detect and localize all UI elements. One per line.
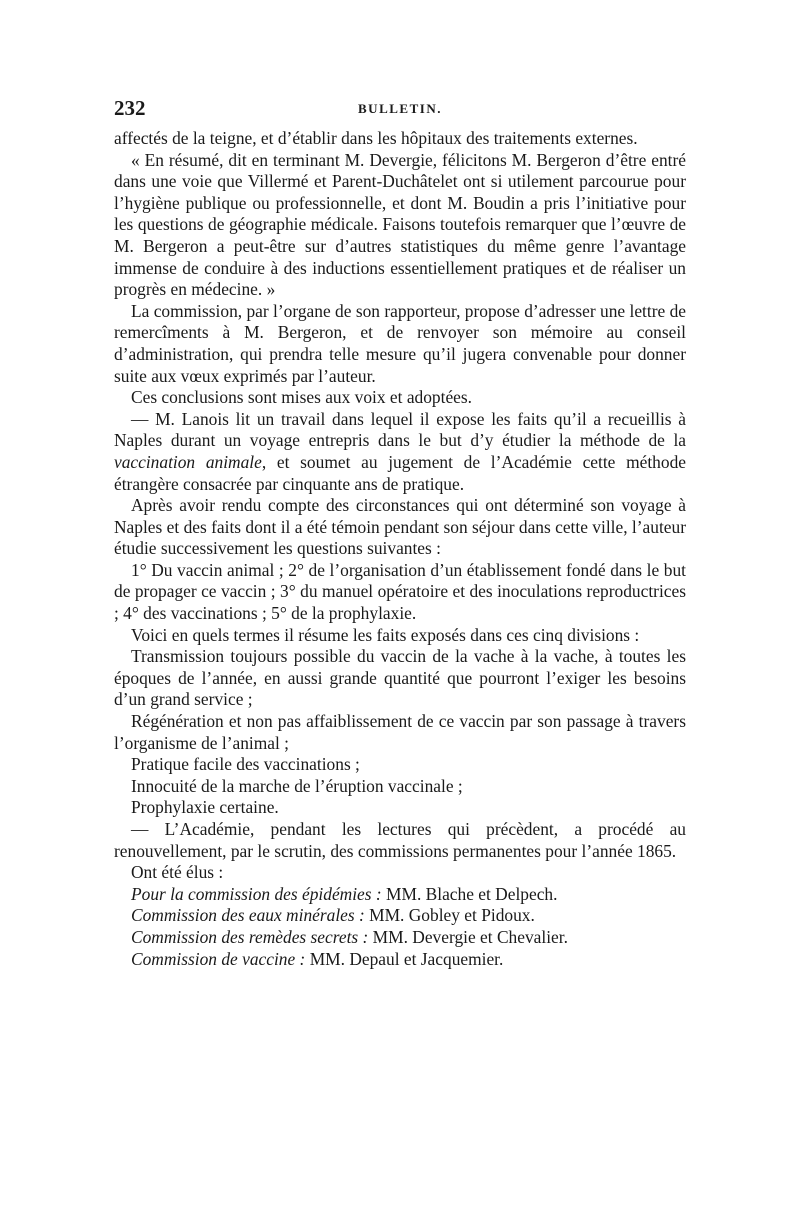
commission-line — [114, 905, 686, 927]
commission-label: Commission des remèdes secrets : — [131, 926, 369, 947]
paragraph: Ces conclusions sont mises aux voix et adoptées. — [131, 387, 473, 408]
paragraph: Régénération et non pas affaiblissement de ce vaccin par son passage à travers l’organisme de l’animal ; — [114, 711, 686, 753]
page — [114, 96, 686, 970]
paragraph: Pratique facile des vaccinations ; — [131, 754, 360, 775]
paragraph: affectés de la teigne, et d’établir dans les hôpitaux des traitements externes. — [114, 128, 638, 148]
paragraph: 1° Du vaccin animal ; 2° de l’organisation d’un établissement fondé dans le but de propager ce vaccin ; 3° du manuel opératoire et des inoculations reproductrices ; 4° des vaccinations ; 5° de la prophylaxie. — [114, 559, 686, 624]
paragraph: Prophylaxie certaine. — [131, 797, 279, 818]
paragraph: Innocuité de la marche de l’éruption vaccinale ; — [131, 775, 463, 796]
commission-label: Commission de vaccine : — [131, 948, 306, 969]
commission-members: MM. Blache et Delpech. — [381, 883, 558, 904]
italic-term: vaccination animale — [114, 451, 262, 472]
commission-line — [114, 927, 686, 949]
commission-label: Commission des eaux minérales : — [131, 905, 365, 926]
body-text — [114, 128, 686, 970]
paragraph — [114, 409, 686, 495]
paragraph: « En résumé, dit en terminant M. Devergie, félicitons M. Bergeron d’être entré dans une voie que Villermé et Parent-Duchâtelet ont si utilement parcourue pour l’hygiène publique ou professionnelle, et dont M. Boudin a pris l’initiative pour les questions de géographie médicale. Faisons toutefois remarquer que l’œuvre de M. Bergeron a peut-être sur d’autres statistiques du même genre l’avantage immense de conduire à des inductions essentiellement pratiques et de réaliser un progrès en médecine. » — [114, 149, 686, 300]
commission-line — [114, 884, 686, 906]
commission-members: MM. Devergie et Chevalier. — [368, 926, 568, 947]
text-span: — M. Lanois lit un travail dans lequel il expose les faits qu’il a recueillis à Naples durant un voyage entrepris dans le but d’y étudier la méthode de la — [114, 408, 686, 451]
paragraph: Transmission toujours possible du vaccin de la vache à la vache, à toutes les époques de l’année, en aussi grande quantité que pourront l’exiger les besoins d’un grand service ; — [114, 646, 686, 710]
commission-line — [114, 949, 686, 971]
paragraph: La commission, par l’organe de son rapporteur, propose d’adresser une lettre de remercîments à M. Bergeron, et de renvoyer son mémoire au conseil d’administration, qui prendra telle mesure qu’il jugera convenable pour donner suite aux vœux exprimés par l’auteur. — [114, 300, 686, 386]
text-span: , et soumet au jugement de l’Académie cette méthode étrangère consacrée par cinquante ans de pratique. — [114, 451, 686, 494]
page-header — [114, 96, 686, 126]
running-title: BULLETIN. — [358, 101, 442, 116]
paragraph: Ont été élus : — [131, 862, 224, 883]
commission-label: Pour la commission des épidémies : — [131, 883, 382, 904]
commission-members: MM. Depaul et Jacquemier. — [305, 948, 504, 969]
paragraph: Après avoir rendu compte des circonstances qui ont déterminé son voyage à Naples et des faits dont il a été témoin pendant son séjour dans cette ville, l’auteur étudie successivement les questions suivantes : — [114, 495, 686, 559]
paragraph: — L’Académie, pendant les lectures qui précèdent, a procédé au renouvellement, par le scrutin, des commissions permanentes pour l’année 1865. — [114, 819, 686, 861]
paragraph: Voici en quels termes il résume les faits exposés dans ces cinq divisions : — [131, 624, 640, 645]
commission-members: MM. Gobley et Pidoux. — [364, 905, 535, 926]
page-number: 232 — [114, 96, 146, 120]
